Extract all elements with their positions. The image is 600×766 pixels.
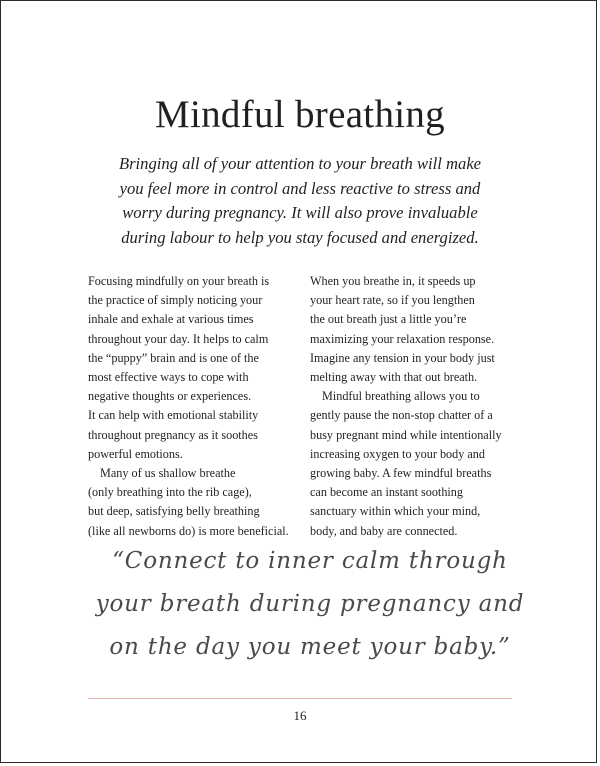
body-line: Many of us shallow breathe bbox=[100, 466, 236, 481]
page-title: Mindful breathing bbox=[155, 93, 445, 136]
body-line: Mindful breathing allows you to bbox=[322, 389, 480, 404]
body-line: gently pause the non-stop chatter of a bbox=[310, 408, 493, 423]
intro-line: you feel more in control and less reactive to stress and bbox=[119, 178, 481, 198]
body-line: can become an instant soothing bbox=[310, 485, 463, 500]
page-number: 16 bbox=[293, 708, 307, 723]
intro-line: worry during pregnancy. It will also prove invaluable bbox=[122, 203, 478, 222]
body-line: powerful emotions. bbox=[88, 446, 183, 461]
body-line: It can help with emotional stability bbox=[88, 408, 259, 423]
intro-line: during labour to help you stay focused and energized. bbox=[121, 227, 479, 247]
quote-line: on the day you meet your baby.” bbox=[109, 634, 511, 660]
footer-divider bbox=[88, 698, 512, 699]
intro-paragraph bbox=[78, 152, 522, 250]
body-line: throughout your day. It helps to calm bbox=[88, 331, 269, 346]
body-line: growing baby. A few mindful breaths bbox=[310, 466, 492, 481]
quote-line: your breath during pregnancy and bbox=[95, 591, 525, 617]
body-line: maximizing your relaxation response. bbox=[310, 331, 495, 346]
body-line: your heart rate, so if you lengthen bbox=[310, 293, 475, 308]
body-column-right bbox=[310, 272, 520, 541]
body-line: Imagine any tension in your body just bbox=[310, 350, 495, 365]
quote-line: “Connect to inner calm through bbox=[112, 548, 508, 574]
body-line: the “puppy” brain and is one of the bbox=[88, 350, 259, 365]
pull-quote bbox=[95, 540, 525, 669]
body-line: but deep, satisfying belly breathing bbox=[88, 504, 260, 519]
body-line: inhale and exhale at various times bbox=[88, 312, 254, 327]
body-line: busy pregnant mind while intentionally bbox=[310, 427, 502, 442]
body-line: body, and baby are connected. bbox=[310, 523, 458, 538]
body-line: most effective ways to cope with bbox=[88, 370, 249, 385]
body-line: negative thoughts or experiences. bbox=[88, 389, 252, 404]
body-line: the out breath just a little you’re bbox=[310, 312, 467, 327]
body-line: (like all newborns do) is more beneficial. bbox=[88, 523, 289, 538]
body-column-left bbox=[88, 272, 298, 541]
body-line: melting away with that out breath. bbox=[310, 370, 478, 385]
body-line: sanctuary within which your mind, bbox=[310, 504, 481, 519]
body-line: Focusing mindfully on your breath is bbox=[88, 274, 270, 288]
body-line: When you breathe in, it speeds up bbox=[310, 274, 476, 288]
body-line: throughout pregnancy as it soothes bbox=[88, 427, 258, 442]
body-line: (only breathing into the rib cage), bbox=[88, 485, 252, 500]
intro-line: Bringing all of your attention to your breath will make bbox=[118, 154, 482, 173]
body-line: increasing oxygen to your body and bbox=[310, 446, 485, 461]
body-line: the practice of simply noticing your bbox=[88, 293, 263, 308]
